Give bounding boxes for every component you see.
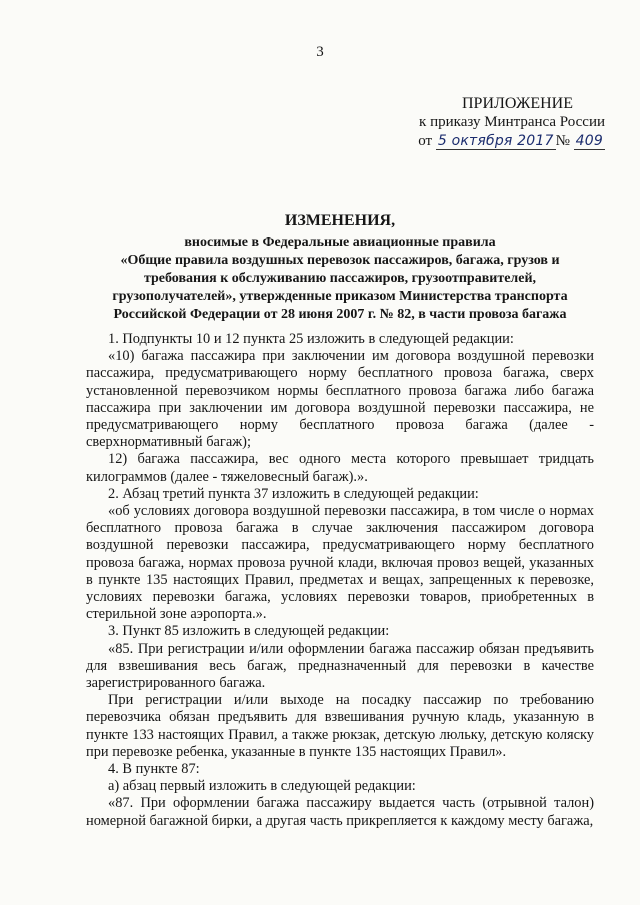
- appendix-block: [400, 94, 605, 151]
- appendix-date-line: [400, 132, 605, 151]
- number-sign: №: [555, 133, 570, 149]
- document-body: [86, 331, 594, 830]
- heading-line: «Общие правила воздушных перевозок пассажиров, багажа, грузов и требования к обслуживанию пассажиров, грузоотправителей, грузополучателей», утвержденные приказом Министерства транспорта Российской Федерации от 28 июня 2007 г. № 82, в части провоза багажа: [112, 253, 568, 322]
- document-heading: [86, 212, 594, 324]
- page-number: 3: [316, 44, 324, 60]
- appendix-date-prefix: от: [418, 133, 433, 149]
- heading-line: вносимые в Федеральные авиационные правила: [184, 235, 496, 250]
- paragraph: «10) багажа пассажира при заключении им договора воздушной перевозки пассажира, предусматривающего норму бесплатного провоза багажа, сверх установленной перевозчиком нормы бесплатного провоза багажа либо багажа пассажира при заключении им договора воздушной перевозки пассажира, не предусматривающего норму бесплатного провоза багажа (далее - сверхнормативный багаж);: [86, 348, 594, 451]
- paragraph: а) абзац первый изложить в следующей редакции:: [108, 778, 416, 795]
- appendix-order-line: к приказу Минтранса России: [419, 114, 605, 130]
- paragraph: «об условиях договора воздушной перевозки пассажира, в том числе о нормах бесплатного провоза багажа в случае заключения пассажиром договора воздушной перевозки пассажира, предусматривающего норму бесплатного провоза багажа, нормах провоза ручной клади, включая провоз вещей, указанных в пункте 135 настоящих Правил, предметах и вещах, запрещенных к перевозке, условиях перевозки багажа, условиях перевозки товаров, приобретенных в стерильной зоне аэропорта.».: [86, 503, 594, 623]
- paragraph: 1. Подпункты 10 и 12 пункта 25 изложить в следующей редакции:: [108, 331, 514, 347]
- paragraph: «85. При регистрации и/или оформлении багажа пассажир обязан предъявить для взвешивания весь багаж, предназначенный для перевозки в качестве зарегистрированного багажа.: [86, 640, 594, 692]
- handwritten-date: 5 октября 2017: [437, 133, 554, 149]
- paragraph: 4. В пункте 87:: [108, 761, 200, 778]
- paragraph: «87. При оформлении багажа пассажиру выдается часть (отрывной талон) номерной багажной бирки, а другая часть прикрепляется к каждому месту багажа,: [86, 795, 594, 829]
- appendix-title: ПРИЛОЖЕНИЕ: [461, 95, 573, 112]
- paragraph: При регистрации и/или выходе на посадку пассажир по требованию перевозчика обязан предъявить для взвешивания ручную кладь, указанную в пункте 133 настоящих Правил, а также рюкзак, детскую люльку, детскую коляску при перевозке ребенка, указанные в пункте 135 настоящих Правил».: [86, 692, 594, 760]
- heading-title: ИЗМЕНЕНИЯ,: [284, 212, 396, 229]
- handwritten-order-number: 409: [575, 133, 603, 149]
- paragraph: 2. Абзац третий пункта 37 изложить в следующей редакции:: [108, 485, 479, 502]
- paragraph: 3. Пункт 85 изложить в следующей редакции:: [108, 623, 390, 640]
- paragraph: 12) багажа пассажира, вес одного места которого превышает тридцать килограммов (далее - тяжеловесный багаж).».: [86, 451, 594, 485]
